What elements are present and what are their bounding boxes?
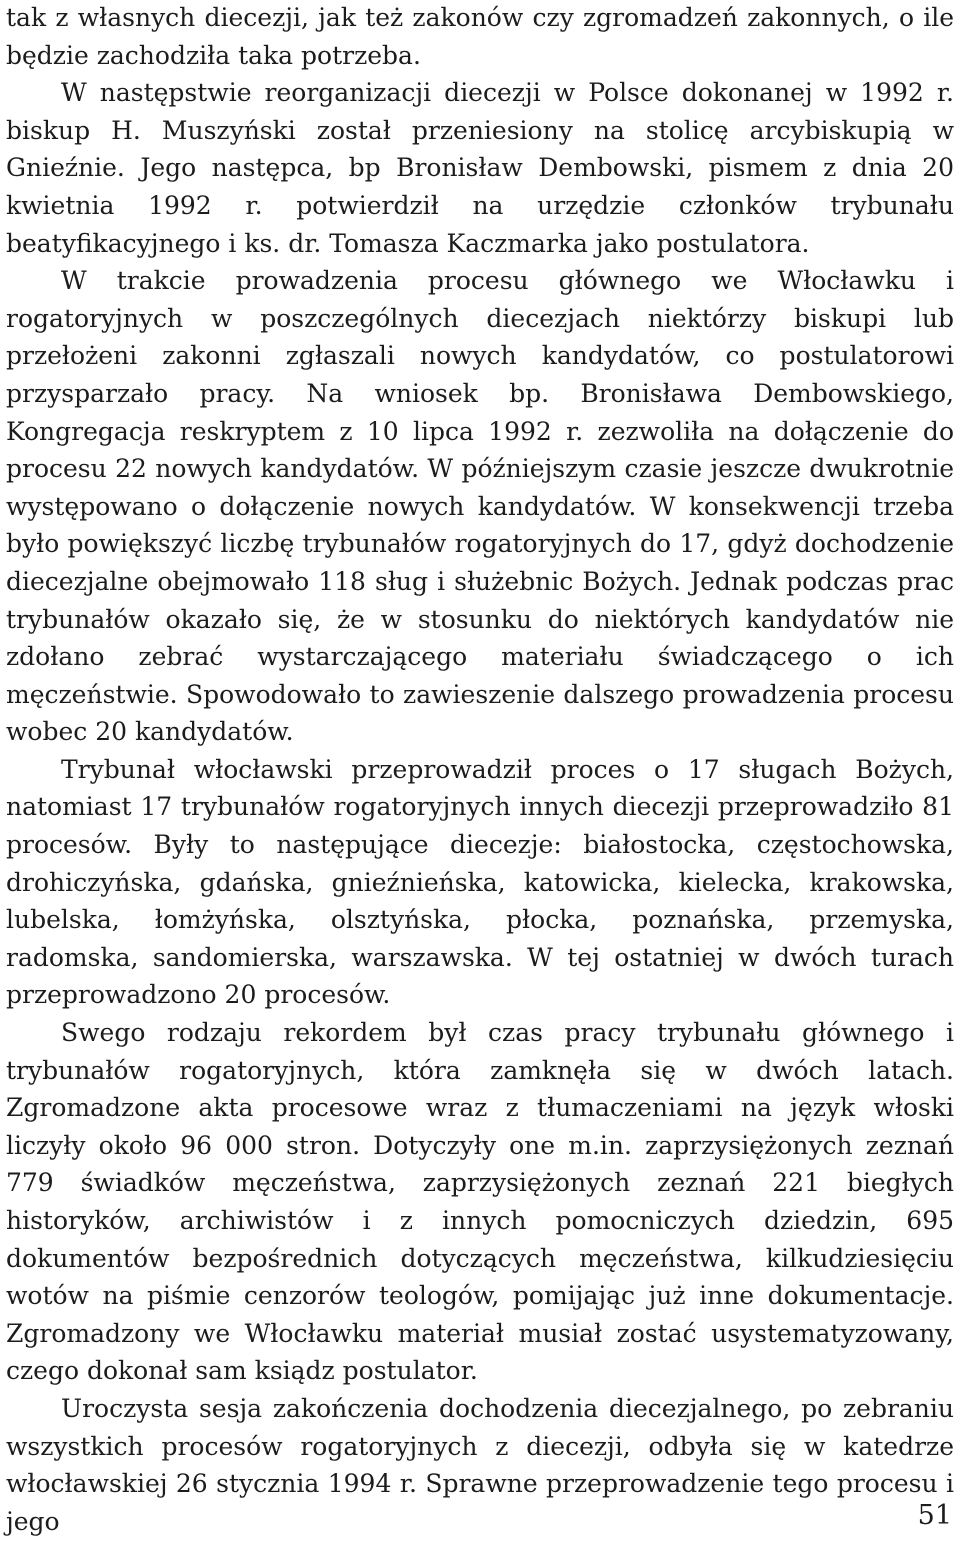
paragraph-closing-session: Uroczysta sesja zakończenia dochodzenia diecezjalnego, po zebraniu wszystkich procesów rogatoryjnych z diecezji, odbyła się w katedrze włocławskiej 26 stycznia 1994 r. Sprawne przeprowadzenie tego procesu i jego: [6, 1393, 954, 1536]
paragraph-continuation: tak z własnych diecezji, jak też zakonów czy zgromadzeń zakonnych, o ile będzie zachodziła taka potrzeba.: [6, 3, 954, 70]
page-number: 51: [917, 1500, 952, 1531]
document-page: [6, 0, 954, 1540]
paragraph-records: Swego rodzaju rekordem był czas pracy trybunału głównego i trybunałów rogatoryjnych, która zamknęła się w dwóch latach. Zgromadzone akta procesowe wraz z tłumaczeniami na język włoski liczyły około 96 000 stron. Dotyczyły one m.in. zaprzysiężonych zeznań 779 świadków męczeństwa, zaprzysiężonych zeznań 221 biegłych historyków, archiwistów i z innych pomocniczych dziedzin, 695 dokumentów bezpośrednich dotyczących męczeństwa, kilkudziesięciu wotów na piśmie cenzorów teologów, pomijając już inne dokumentacje. Zgromadzony we Włocławku materiał musiał zostać usystematyzowany, czego dokonał sam ksiądz postulator.: [6, 1018, 954, 1386]
paragraph-tribunals: Trybunał włocławski przeprowadził proces o 17 sługach Bożych, natomiast 17 trybunałów rogatoryjnych innych diecezji przeprowadziło 81 procesów. Były to następujące diecezje: białostocka, częstochowska, drohiczyńska, gdańska, gnieźnieńska, katowicka, kielecka, krakowska, lubelska, łomżyńska, olsztyńska, płocka, poznańska, przemyska, radomska, sandomierska, warszawska. W tej ostatniej w dwóch turach przeprowadzono 20 procesów.: [6, 754, 954, 1010]
paragraph-reorganization: W następstwie reorganizacji diecezji w Polsce dokonanej w 1992 r. biskup H. Muszyński został przeniesiony na stolicę arcybiskupią w Gnieźnie. Jego następca, bp Bronisław Dembowski, pismem z dnia 20 kwietnia 1992 r. potwierdził na urzędzie członków trybunału beatyfikacyjnego i ks. dr. Tomasza Kaczmarka jako postulatora.: [6, 78, 954, 258]
paragraph-new-candidates: W trakcie prowadzenia procesu głównego we Włocławku i rogatoryjnych w poszczególnych diecezjach niektórzy biskupi lub przełożeni zakonni zgłaszali nowych kandydatów, co postulatorowi przysparzało pracy. Na wniosek bp. Bronisława Dembowskiego, Kongregacja reskryptem z 10 lipca 1992 r. zezwoliła na dołączenie do procesu 22 nowych kandydatów. W późniejszym czasie jeszcze dwukrotnie występowano o dołączenie nowych kandydatów. W konsekwencji trzeba było powiększyć liczbę trybunałów rogatoryjnych do 17, gdyż dochodzenie diecezjalne obejmowało 118 sług i służebnic Bożych. Jednak podczas prac trybunałów okazało się, że w stosunku do niektórych kandydatów nie zdołano zebrać wystarczającego materiału świadczącego o ich męczeństwie. Spowodowało to zawieszenie dalszego prowadzenia procesu wobec 20 kandydatów.: [6, 266, 954, 747]
